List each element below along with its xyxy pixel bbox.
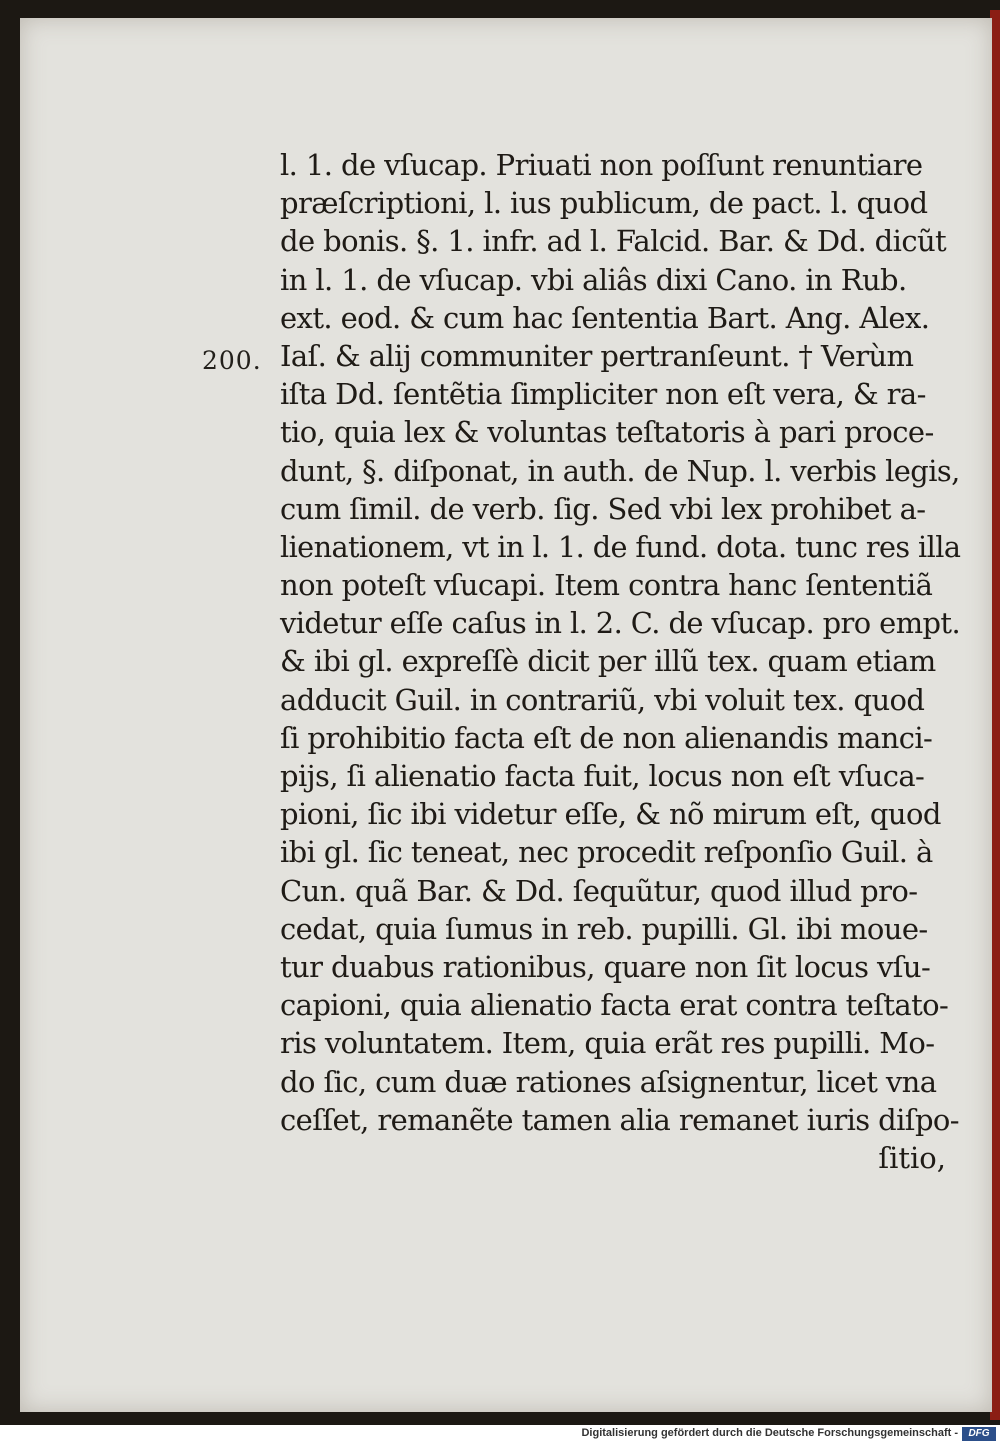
text-line: ris voluntatem. Item, quia erãt res pupilli. Mo-: [280, 1026, 935, 1061]
text-line: Iaſ. & alij communiter pertranſeunt. † Verùm: [280, 338, 914, 373]
text-line: iſta Dd. ſentẽtia ſimpliciter non eſt vera, & ra-: [280, 377, 926, 412]
text-line: in l. 1. de vſucap. vbi aliâs dixi Cano. in Rub.: [280, 262, 907, 297]
text-line: ceſſet, remanẽte tamen alia remanet iuris diſpo-: [280, 1102, 959, 1137]
text-line: dunt, §. diſponat, in auth. de Nup. l. verbis legis,: [280, 453, 960, 488]
footer-credit-text: Digitalisierung gefördert durch die Deutsche Forschungsgemeinschaft -: [581, 1427, 958, 1439]
text-line: cum ſimil. de verb. ſig. Sed vbi lex prohibet a-: [280, 491, 926, 526]
text-line: de bonis. §. 1. infr. ad l. Falcid. Bar. & Dd. dicũt: [280, 224, 947, 259]
text-line: non poteſt vſucapi. Item contra hanc ſententiã: [280, 568, 933, 603]
text-line: pioni, ſic ibi videtur eſſe, & nõ mirum eſt, quod: [280, 797, 941, 832]
text-line: Cun. quã Bar. & Dd. ſequũtur, quod illud pro-: [280, 873, 918, 908]
text-line: præſcriptioni, l. ius publicum, de pact. l. quod: [280, 186, 928, 221]
text-line: tio, quia lex & voluntas teſtatoris à pari proce-: [280, 415, 934, 450]
text-line: cedat, quia ſumus in reb. pupilli. Gl. ibi moue-: [280, 911, 928, 946]
text-line: ibi gl. ſic teneat, nec procedit reſponſio Guil. à: [280, 835, 933, 870]
margin-number: 200.: [202, 346, 262, 375]
text-line: ext. eod. & cum hac ſententia Bart. Ang. Alex.: [280, 300, 930, 335]
text-line: adducit Guil. in contrariũ, vbi voluit tex. quod: [280, 682, 925, 717]
text-line: videtur eſſe caſus in l. 2. C. de vſucap. pro empt.: [280, 606, 961, 641]
text-line: do ſic, cum duæ rationes aſsignentur, licet vna: [280, 1064, 937, 1099]
text-line: & ibi gl. expreſſè dicit per illũ tex. quam etiam: [280, 644, 936, 679]
text-line: pijs, ſi alienatio facta fuit, locus non eſt vſuca-: [280, 759, 925, 793]
page-text-block: [280, 146, 960, 1177]
text-line: lienationem, vt in l. 1. de fund. dota. tunc res illa: [280, 529, 961, 564]
footer-bar: [0, 1425, 1000, 1444]
text-line: l. 1. de vſucap. Priuati non poſſunt renuntiare: [280, 148, 923, 182]
text-line: tur duabus rationibus, quare non ſit locus vſu-: [280, 949, 931, 984]
dfg-logo: DFG: [962, 1427, 996, 1441]
text-line-final: ſitio,: [878, 1140, 946, 1175]
text-line: capioni, quia alienatio facta erat contra teſtato-: [280, 988, 949, 1023]
text-line: ſi prohibitio facta eſt de non alienandis manci-: [280, 720, 933, 755]
